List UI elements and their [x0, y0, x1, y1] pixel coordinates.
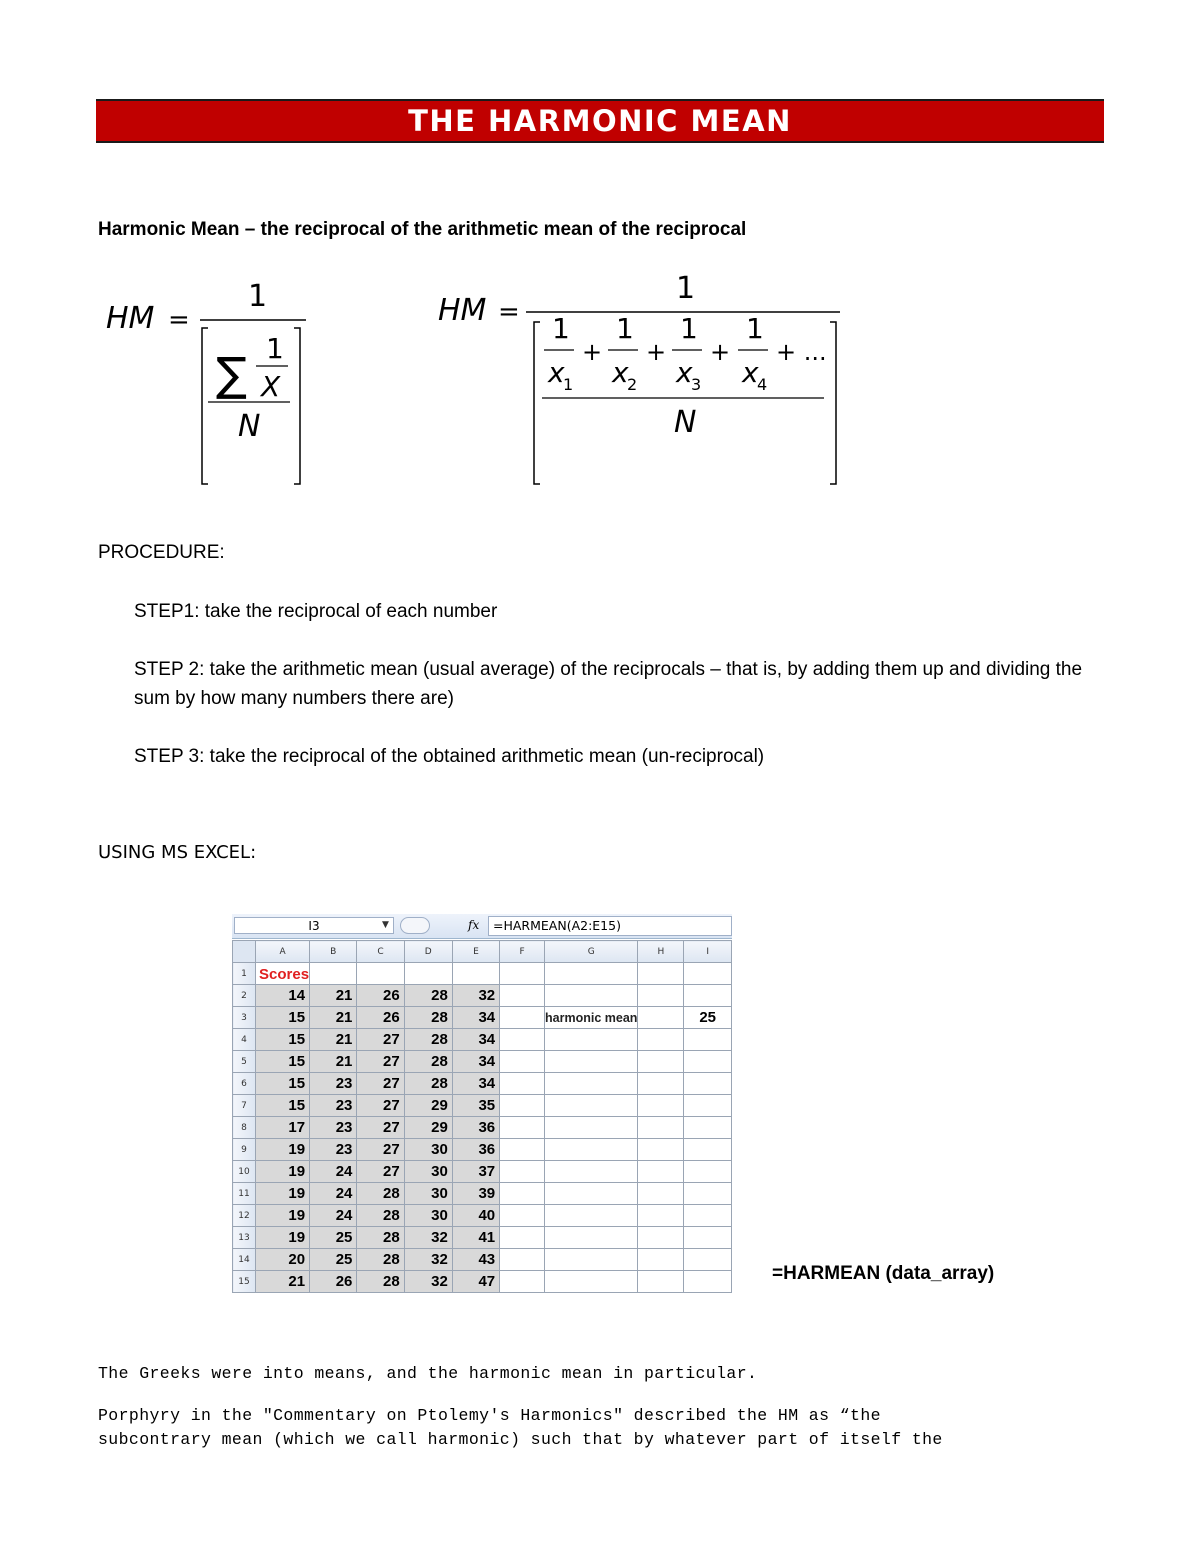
row-header[interactable]: 8	[233, 1117, 256, 1139]
cell[interactable]	[545, 1183, 638, 1205]
formula-bar	[232, 914, 732, 939]
cell[interactable]	[500, 1117, 545, 1139]
column-header[interactable]: A	[256, 941, 310, 963]
svg-text:x: x	[742, 356, 759, 389]
excel-heading: USING MS EXCEL:	[98, 842, 257, 863]
row-header[interactable]: 15	[233, 1271, 256, 1293]
score-cell[interactable]: 27	[357, 1161, 404, 1183]
cell[interactable]	[500, 1227, 545, 1249]
score-cell[interactable]: 32	[452, 985, 499, 1007]
cell[interactable]	[638, 985, 684, 1007]
greeks-paragraph: The Greeks were into means, and the harmonic mean in particular.	[98, 1364, 758, 1383]
function-icon[interactable]: fx	[468, 918, 480, 932]
score-cell[interactable]: 28	[357, 1271, 404, 1293]
score-cell[interactable]: 27	[357, 1029, 404, 1051]
row-header[interactable]: 12	[233, 1205, 256, 1227]
score-cell[interactable]: 15	[256, 1029, 310, 1051]
cell[interactable]	[638, 1227, 684, 1249]
column-header[interactable]: B	[310, 941, 357, 963]
formula-term-1	[544, 312, 574, 394]
scores-header: Scores	[259, 966, 310, 983]
score-cell[interactable]: 19	[256, 1227, 310, 1249]
score-cell[interactable]: 30	[404, 1139, 452, 1161]
score-cell[interactable]: 24	[310, 1183, 357, 1205]
score-cell[interactable]: 28	[404, 1029, 452, 1051]
cell[interactable]	[500, 985, 545, 1007]
svg-text:1: 1	[616, 312, 634, 345]
cell[interactable]	[545, 1139, 638, 1161]
cell[interactable]	[638, 1271, 684, 1293]
score-cell[interactable]: 36	[452, 1117, 499, 1139]
score-cell[interactable]: 34	[452, 1051, 499, 1073]
score-cell[interactable]: 19	[256, 1139, 310, 1161]
cell[interactable]	[545, 1095, 638, 1117]
cell[interactable]	[684, 1029, 732, 1051]
score-cell[interactable]: 28	[404, 1073, 452, 1095]
procedure-heading: PROCEDURE:	[98, 542, 225, 563]
score-cell[interactable]: 24	[310, 1161, 357, 1183]
table-row	[233, 1161, 732, 1183]
score-cell[interactable]: 21	[256, 1271, 310, 1293]
cell[interactable]	[500, 1161, 545, 1183]
cell[interactable]	[684, 1073, 732, 1095]
cell[interactable]	[684, 1249, 732, 1271]
score-cell[interactable]: 28	[357, 1227, 404, 1249]
name-box[interactable]: I3	[234, 917, 394, 934]
harmonic-mean-label[interactable]: harmonic mean	[545, 1007, 638, 1029]
cell[interactable]	[545, 1227, 638, 1249]
score-cell[interactable]: 25	[310, 1227, 357, 1249]
chevron-down-icon[interactable]: ▼	[382, 920, 389, 930]
cell-scores-header[interactable]	[256, 963, 310, 985]
score-cell[interactable]: 21	[310, 1007, 357, 1029]
cell[interactable]	[638, 1139, 684, 1161]
svg-text:1: 1	[680, 312, 698, 345]
cell[interactable]	[638, 1183, 684, 1205]
score-cell[interactable]: 28	[404, 1007, 452, 1029]
harmonic-mean-formulas	[96, 268, 856, 493]
cell[interactable]	[638, 1029, 684, 1051]
formula-term-4	[738, 312, 768, 394]
cell[interactable]	[500, 1271, 545, 1293]
column-header[interactable]: C	[357, 941, 404, 963]
cell[interactable]	[545, 985, 638, 1007]
cell[interactable]	[545, 1271, 638, 1293]
table-row	[233, 1073, 732, 1095]
formula-left-eq: =	[168, 305, 190, 335]
step-3: STEP 3: take the reciprocal of the obtained arithmetic mean (un-reciprocal)	[134, 746, 765, 767]
formula-left-right-bracket	[294, 328, 300, 484]
row-header[interactable]: 10	[233, 1161, 256, 1183]
column-header[interactable]: G	[545, 941, 638, 963]
column-header[interactable]: H	[638, 941, 684, 963]
harmonic-mean-value[interactable]: 25	[684, 1007, 732, 1029]
row-header[interactable]: 3	[233, 1007, 256, 1029]
formula-input[interactable]: =HARMEAN(A2:E15)	[488, 916, 732, 936]
formula-plus-ellipsis: + ...	[776, 338, 827, 366]
cell[interactable]	[545, 1161, 638, 1183]
formula-plus-1: +	[582, 338, 603, 366]
cell[interactable]	[404, 963, 452, 985]
table-row	[233, 963, 732, 985]
harmean-syntax: =HARMEAN (data_array)	[772, 1263, 995, 1284]
score-cell[interactable]: 32	[404, 1249, 452, 1271]
svg-text:x: x	[612, 356, 629, 389]
score-cell[interactable]: 28	[404, 985, 452, 1007]
score-cell[interactable]: 27	[357, 1051, 404, 1073]
score-cell[interactable]: 24	[310, 1205, 357, 1227]
svg-text:x: x	[676, 356, 693, 389]
score-cell[interactable]: 30	[404, 1205, 452, 1227]
table-row	[233, 1117, 732, 1139]
score-cell[interactable]: 27	[357, 1117, 404, 1139]
score-cell[interactable]: 47	[452, 1271, 499, 1293]
formula-left-n: N	[238, 409, 261, 444]
cell[interactable]	[545, 1051, 638, 1073]
score-cell[interactable]: 26	[310, 1271, 357, 1293]
score-cell[interactable]: 21	[310, 985, 357, 1007]
score-cell[interactable]: 43	[452, 1249, 499, 1271]
cell[interactable]	[545, 1073, 638, 1095]
step-2: STEP 2: take the arithmetic mean (usual average) of the reciprocals – that is, by adding them up and dividing the sum by how many numbers there are)	[134, 659, 1083, 709]
definition-text: Harmonic Mean – the reciprocal of the arithmetic mean of the reciprocal	[98, 219, 747, 240]
formula-right-left-bracket	[534, 322, 540, 484]
row-header[interactable]: 5	[233, 1051, 256, 1073]
score-cell[interactable]: 35	[452, 1095, 499, 1117]
formula-term-3	[672, 312, 702, 394]
cell[interactable]	[500, 1007, 545, 1029]
table-row	[233, 1205, 732, 1227]
table-row	[233, 1249, 732, 1271]
cell[interactable]	[684, 1205, 732, 1227]
row-header[interactable]: 7	[233, 1095, 256, 1117]
score-cell[interactable]: 23	[310, 1117, 357, 1139]
cell[interactable]	[684, 1161, 732, 1183]
score-cell[interactable]: 17	[256, 1117, 310, 1139]
formula-right-numerator: 1	[676, 271, 696, 306]
formula-plus-2: +	[646, 338, 667, 366]
cell[interactable]	[310, 963, 357, 985]
formula-left-x: X	[261, 370, 281, 403]
score-cell[interactable]: 28	[357, 1205, 404, 1227]
score-cell[interactable]: 29	[404, 1117, 452, 1139]
score-cell[interactable]: 36	[452, 1139, 499, 1161]
cell[interactable]	[357, 963, 404, 985]
score-cell[interactable]: 15	[256, 1095, 310, 1117]
cell[interactable]	[500, 1095, 545, 1117]
svg-text:1: 1	[552, 312, 570, 345]
formula-right-n: N	[674, 405, 697, 440]
column-header[interactable]: F	[500, 941, 545, 963]
score-cell[interactable]: 23	[310, 1095, 357, 1117]
cell[interactable]	[684, 1227, 732, 1249]
cancel-circle-icon[interactable]	[400, 917, 430, 934]
cell[interactable]	[684, 1139, 732, 1161]
cell[interactable]	[684, 1271, 732, 1293]
cell[interactable]	[638, 1205, 684, 1227]
cell[interactable]	[684, 1117, 732, 1139]
cell[interactable]	[500, 1205, 545, 1227]
score-cell[interactable]: 34	[452, 1007, 499, 1029]
cell[interactable]	[545, 1205, 638, 1227]
excel-screenshot	[232, 914, 732, 1303]
svg-text:2: 2	[627, 375, 638, 394]
cell[interactable]	[500, 1029, 545, 1051]
cell[interactable]	[638, 1051, 684, 1073]
score-cell[interactable]: 19	[256, 1183, 310, 1205]
score-cell[interactable]: 14	[256, 985, 310, 1007]
svg-text:3: 3	[691, 375, 702, 394]
cell[interactable]	[638, 1117, 684, 1139]
cell[interactable]	[452, 963, 499, 985]
score-cell[interactable]: 30	[404, 1161, 452, 1183]
formula-right-eq: =	[498, 297, 520, 327]
row-header[interactable]: 6	[233, 1073, 256, 1095]
score-cell[interactable]: 20	[256, 1249, 310, 1271]
cell[interactable]	[638, 1073, 684, 1095]
score-cell[interactable]: 27	[357, 1073, 404, 1095]
cell[interactable]	[545, 1029, 638, 1051]
formula-left-lhs: HM	[106, 301, 155, 336]
cell[interactable]	[500, 1183, 545, 1205]
formula-term-2	[608, 312, 638, 394]
row-header[interactable]: 9	[233, 1139, 256, 1161]
step-1: STEP1: take the reciprocal of each number	[134, 601, 498, 622]
table-row	[233, 1029, 732, 1051]
porphyry-line-1: Porphyry in the "Commentary on Ptolemy's Harmonics" described the HM as “the	[98, 1406, 881, 1425]
score-cell[interactable]: 15	[256, 1073, 310, 1095]
score-cell[interactable]: 40	[452, 1205, 499, 1227]
cell[interactable]	[684, 1051, 732, 1073]
row-header[interactable]: 4	[233, 1029, 256, 1051]
cell[interactable]	[638, 1161, 684, 1183]
cell[interactable]	[500, 963, 545, 985]
cell[interactable]	[545, 963, 638, 985]
svg-text:x: x	[548, 356, 565, 389]
score-cell[interactable]: 30	[404, 1183, 452, 1205]
table-row	[233, 1095, 732, 1117]
score-cell[interactable]: 32	[404, 1271, 452, 1293]
table-row	[233, 985, 732, 1007]
cell[interactable]	[545, 1117, 638, 1139]
table-row	[233, 1007, 732, 1029]
score-cell[interactable]: 37	[452, 1161, 499, 1183]
score-cell[interactable]: 28	[357, 1249, 404, 1271]
title-banner	[96, 99, 1104, 143]
formula-left-left-bracket	[202, 328, 208, 484]
row-header[interactable]: 2	[233, 985, 256, 1007]
score-cell[interactable]: 32	[404, 1227, 452, 1249]
cell[interactable]	[500, 1051, 545, 1073]
cell[interactable]	[500, 1073, 545, 1095]
formula-left-sigma: ∑	[216, 347, 247, 401]
score-cell[interactable]: 15	[256, 1051, 310, 1073]
formula-left-numerator: 1	[248, 279, 268, 314]
score-cell[interactable]: 27	[357, 1139, 404, 1161]
score-cell[interactable]: 28	[357, 1183, 404, 1205]
score-cell[interactable]: 25	[310, 1249, 357, 1271]
spreadsheet-grid	[232, 940, 732, 1293]
select-all-corner[interactable]	[233, 941, 256, 963]
cell[interactable]	[684, 963, 732, 985]
column-header[interactable]: D	[404, 941, 452, 963]
formula-plus-3: +	[710, 338, 731, 366]
cell[interactable]	[684, 1095, 732, 1117]
table-row	[233, 1139, 732, 1161]
formula-left-inner-one: 1	[266, 332, 284, 365]
row-header[interactable]: 1	[233, 963, 256, 985]
cell[interactable]	[545, 1249, 638, 1271]
cell[interactable]	[684, 985, 732, 1007]
score-cell[interactable]: 19	[256, 1205, 310, 1227]
score-cell[interactable]: 39	[452, 1183, 499, 1205]
table-row	[233, 1183, 732, 1205]
cell[interactable]	[638, 1007, 684, 1029]
row-header[interactable]: 13	[233, 1227, 256, 1249]
svg-text:1: 1	[563, 375, 574, 394]
cell[interactable]	[684, 1183, 732, 1205]
column-header[interactable]: E	[452, 941, 499, 963]
score-cell[interactable]: 34	[452, 1029, 499, 1051]
cell[interactable]	[638, 1249, 684, 1271]
cell[interactable]	[638, 963, 684, 985]
porphyry-line-2: subcontrary mean (which we call harmonic) such that by whatever part of itself the	[98, 1430, 943, 1449]
score-cell[interactable]: 23	[310, 1139, 357, 1161]
table-row	[233, 1271, 732, 1293]
score-cell[interactable]: 26	[357, 1007, 404, 1029]
score-cell[interactable]: 28	[404, 1051, 452, 1073]
page-title: THE HARMONIC MEAN	[408, 104, 792, 138]
column-header[interactable]: I	[684, 941, 732, 963]
table-row	[233, 1227, 732, 1249]
score-cell[interactable]: 15	[256, 1007, 310, 1029]
score-cell[interactable]: 27	[357, 1095, 404, 1117]
row-header[interactable]: 14	[233, 1249, 256, 1271]
formula-right-lhs: HM	[438, 293, 487, 328]
svg-text:1: 1	[746, 312, 764, 345]
score-cell[interactable]: 21	[310, 1051, 357, 1073]
score-cell[interactable]: 26	[357, 985, 404, 1007]
cell[interactable]	[500, 1139, 545, 1161]
score-cell[interactable]: 34	[452, 1073, 499, 1095]
score-cell[interactable]: 19	[256, 1161, 310, 1183]
score-cell[interactable]: 21	[310, 1029, 357, 1051]
score-cell[interactable]: 23	[310, 1073, 357, 1095]
table-row	[233, 1051, 732, 1073]
formula-right-right-bracket	[830, 322, 836, 484]
score-cell[interactable]: 41	[452, 1227, 499, 1249]
cell[interactable]	[500, 1249, 545, 1271]
row-header[interactable]: 11	[233, 1183, 256, 1205]
cell[interactable]	[638, 1095, 684, 1117]
score-cell[interactable]: 29	[404, 1095, 452, 1117]
svg-text:4: 4	[757, 375, 768, 394]
